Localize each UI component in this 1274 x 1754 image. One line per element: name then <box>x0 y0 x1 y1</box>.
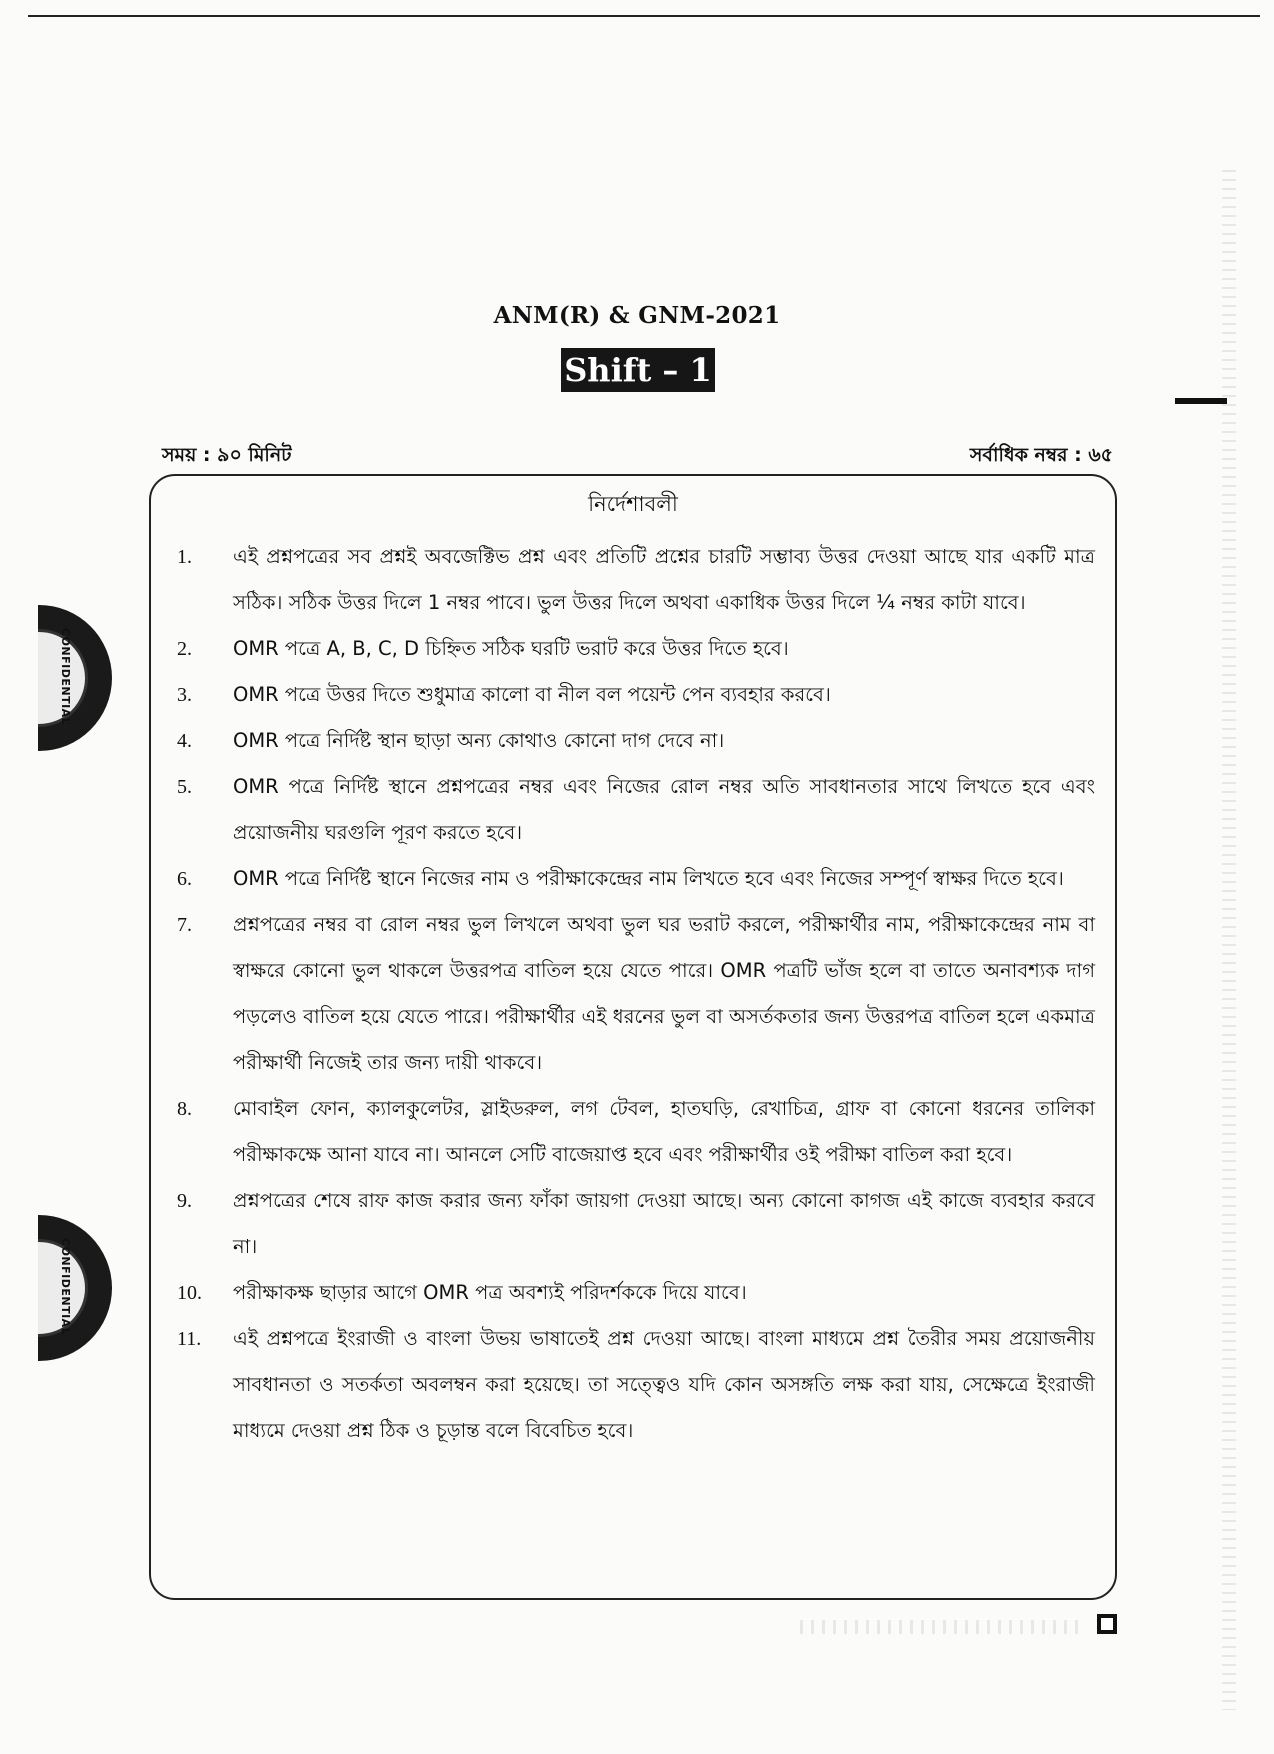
instruction-item <box>177 764 1095 856</box>
instruction-item <box>177 856 1095 902</box>
instructions-panel <box>149 474 1117 1600</box>
item-text: মোবাইল ফোন, ক্যালকুলেটর, স্লাইডরুল, লগ টেবল, হাতঘড়ি, রেখাচিত্র, গ্রাফ বা কোনো ধরনের তালিকা পরীক্ষাকক্ষে আনা যাবে না। আনলে সেটি বাজেয়াপ্ত হবে এবং পরীক্ষার্থীর ওই পরীক্ষা বাতিল করা হবে। <box>233 1097 1095 1166</box>
instructions-heading: নির্দেশাবলী <box>588 492 678 516</box>
stamp-label: CONFIDENTIAL <box>59 1238 72 1336</box>
item-number: 10. <box>177 1282 202 1304</box>
shift-label: Shift – 1 <box>564 351 712 389</box>
end-marker-square <box>1097 1614 1117 1634</box>
item-text: OMR পত্রে নির্দিষ্ট স্থানে নিজের নাম ও পরীক্ষাকেন্দ্রের নাম লিখতে হবে এবং নিজের সম্পূর্ণ স্বাক্ষর দিতে হবে। <box>233 867 1064 890</box>
instructions-list <box>177 534 1095 1454</box>
instruction-item <box>177 718 1095 764</box>
item-number: 1. <box>177 546 192 568</box>
item-text: OMR পত্রে উত্তর দিতে শুধুমাত্র কালো বা নীল বল পয়েন্ট পেন ব্যবহার করবে। <box>233 683 831 706</box>
instruction-item <box>177 672 1095 718</box>
top-rule <box>28 15 1260 17</box>
item-number: 8. <box>177 1098 192 1120</box>
instruction-item <box>177 534 1095 626</box>
item-text: OMR পত্রে নির্দিষ্ট স্থান ছাড়া অন্য কোথাও কোনো দাগ দেবে না। <box>233 729 725 752</box>
item-number: 3. <box>177 684 192 706</box>
instruction-item <box>177 626 1095 672</box>
stamp-label: CONFIDENTIAL <box>59 628 72 726</box>
item-text: প্রশ্নপত্রের শেষে রাফ কাজ করার জন্য ফাঁকা জায়গা দেওয়া আছে। অন্য কোনো কাগজ এই কাজে ব্যবহার করবে না। <box>233 1189 1095 1258</box>
scan-noise <box>800 1620 1080 1634</box>
instruction-item <box>177 902 1095 1086</box>
confidential-stamp <box>38 1215 114 1365</box>
item-text: প্রশ্নপত্রের নম্বর বা রোল নম্বর ভুল লিখলে অথবা ভুল ঘর ভরাট করলে, পরীক্ষার্থীর নাম, পরীক্ষাকেন্দ্রের নাম বা স্বাক্ষরে কোনো ভুল থাকলে উত্তরপত্র বাতিল হয়ে যেতে পারে। OMR পত্রটি ভাঁজ হলে বা তাতে অনাবশ্যক দাগ পড়লেও বাতিল হয়ে যেতে পারে। পরীক্ষার্থীর এই ধরনের ভুল বা অসর্তকতার জন্য উত্তরপত্র বাতিল হলে একমাত্র পরীক্ষার্থী নিজেই তার জন্য দায়ী থাকবে। <box>233 913 1095 1074</box>
item-number: 5. <box>177 776 192 798</box>
instruction-item <box>177 1316 1095 1454</box>
time-label: সময় : ৯০ মিনিট <box>162 444 292 466</box>
item-text: এই প্রশ্নপত্রে ইংরাজী ও বাংলা উভয় ভাষাতেই প্রশ্ন দেওয়া আছে। বাংলা মাধ্যমে প্রশ্ন তৈরীর সময় প্রয়োজনীয় সাবধানতা ও সতর্কতা অবলম্বন করা হয়েছে। তা সত্ত্বেও যদি কোন অসঙ্গতি লক্ষ করা যায়, সেক্ষেত্রে ইংরাজী মাধ্যমে দেওয়া প্রশ্ন ঠিক ও চূড়ান্ত বলে বিবেচিত হবে। <box>233 1327 1095 1442</box>
item-number: 2. <box>177 638 192 660</box>
item-number: 4. <box>177 730 192 752</box>
item-text: এই প্রশ্নপত্রের সব প্রশ্নই অবজেক্টিভ প্রশ্ন এবং প্রতিটি প্রশ্নের চারটি সম্ভাব্য উত্তর দেওয়া আছে যার একটি মাত্র সঠিক। সঠিক উত্তর দিলে 1 নম্বর পাবে। ভুল উত্তর দিলে অথবা একাধিক উত্তর দিলে ¼ নম্বর কাটা যাবে। <box>233 545 1095 614</box>
exam-title: ANM(R) & GNM-2021 <box>493 302 781 329</box>
max-marks-label: সর্বাধিক নম্বর : ৬৫ <box>969 444 1113 466</box>
item-number: 7. <box>177 914 192 936</box>
item-text: OMR পত্রে নির্দিষ্ট স্থানে প্রশ্নপত্রের নম্বর এবং নিজের রোল নম্বর অতি সাবধানতার সাথে লিখতে হবে এবং প্রয়োজনীয় ঘরগুলি পূরণ করতে হবে। <box>233 775 1095 844</box>
confidential-stamp <box>38 605 114 755</box>
instruction-item <box>177 1086 1095 1178</box>
item-number: 11. <box>177 1328 202 1350</box>
item-text: পরীক্ষাকক্ষ ছাড়ার আগে OMR পত্র অবশ্যই পরিদর্শককে দিয়ে যাবে। <box>233 1281 747 1304</box>
instruction-item <box>177 1178 1095 1270</box>
item-text: OMR পত্রে A, B, C, D চিহ্নিত সঠিক ঘরটি ভরাট করে উত্তর দিতে হবে। <box>233 637 789 660</box>
item-number: 6. <box>177 868 192 890</box>
item-number: 9. <box>177 1190 192 1212</box>
shift-badge <box>561 348 715 392</box>
instruction-item <box>177 1270 1095 1316</box>
margin-mark <box>1175 398 1227 404</box>
